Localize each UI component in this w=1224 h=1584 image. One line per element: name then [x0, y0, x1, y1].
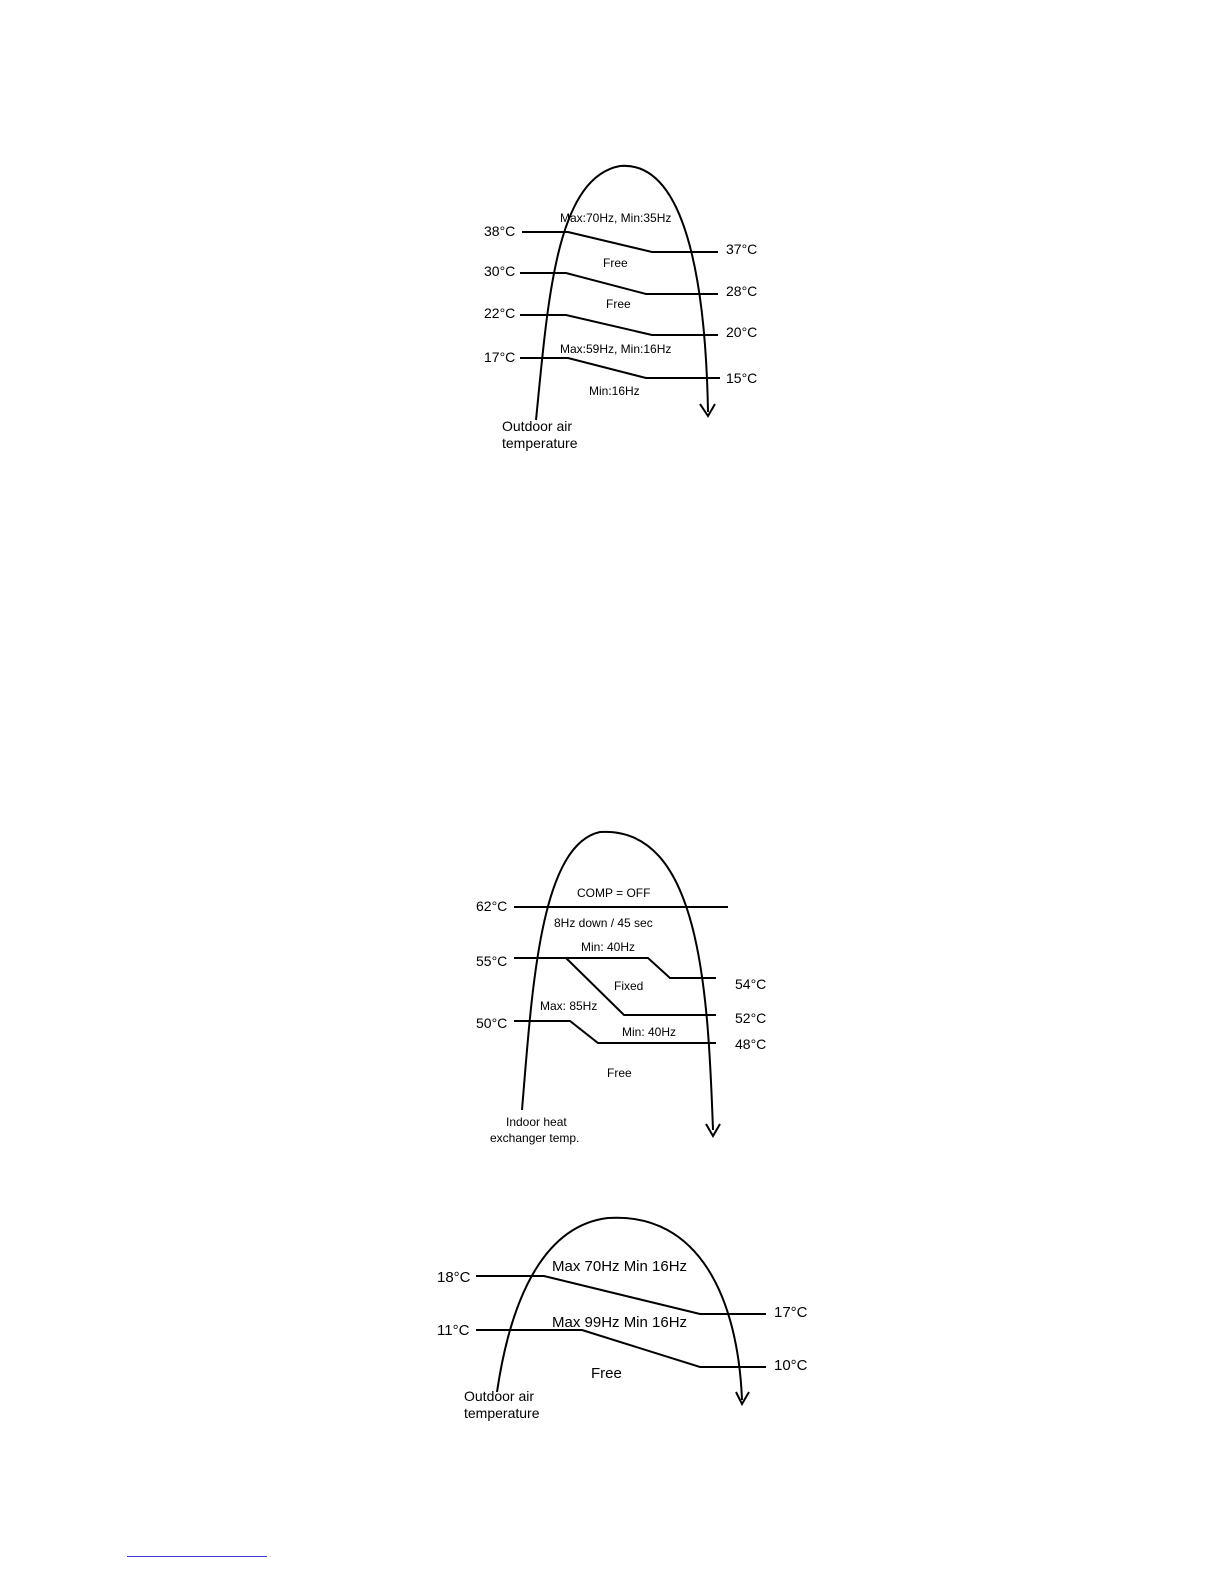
diagram-2-zone-label: Max: 85Hz	[540, 999, 598, 1013]
diagram-1-left-temp: 17°C	[484, 349, 516, 365]
diagram-2-left-temp: 55°C	[476, 953, 508, 969]
diagram-2-right-temp: 54°C	[735, 976, 767, 992]
diagram-2-left-temp: 62°C	[476, 898, 508, 914]
diagram-1	[520, 166, 720, 420]
diagram-1-zone-label: Min:16Hz	[589, 384, 640, 398]
diagram-3-right-temp: 10°C	[774, 1357, 808, 1374]
diagram-1-axis-label: temperature	[502, 435, 578, 451]
diagram-1-arc	[536, 166, 708, 420]
diagram-1-labels	[484, 211, 757, 451]
diagram-3-line-11-10	[476, 1330, 766, 1367]
diagram-1-line-22-20	[520, 315, 718, 335]
diagram-2-right-temp: 48°C	[735, 1036, 767, 1052]
diagram-2-zone-label: 8Hz down / 45 sec	[554, 916, 653, 930]
diagram-2-labels	[476, 886, 766, 1145]
diagram-2-line-50-48	[514, 1021, 716, 1043]
footer-rule	[127, 1556, 267, 1557]
diagram-2-zone-label: Min: 40Hz	[581, 940, 636, 954]
diagram-3-labels	[437, 1258, 808, 1421]
diagram-1-left-temp: 38°C	[484, 223, 516, 239]
diagram-1-left-temp: 30°C	[484, 263, 516, 279]
diagram-1-right-temp: 37°C	[726, 241, 758, 257]
diagram-3-zone-label: Free	[591, 1365, 622, 1382]
diagram-1-line-17-15	[520, 358, 720, 378]
diagram-1-right-temp: 15°C	[726, 370, 758, 386]
diagram-1-right-temp: 20°C	[726, 324, 758, 340]
diagram-3-axis-label: Outdoor air	[464, 1388, 535, 1404]
diagram-1-right-temp: 28°C	[726, 283, 758, 299]
diagram-3-left-temp: 11°C	[437, 1322, 470, 1339]
diagram-1-left-temp: 22°C	[484, 305, 516, 321]
diagram-3-right-temp: 17°C	[774, 1304, 808, 1321]
diagram-2-left-temp: 50°C	[476, 1015, 508, 1031]
diagram-1-axis-label: Outdoor air	[502, 418, 573, 434]
diagram-1-zone-label: Max:70Hz, Min:35Hz	[560, 211, 672, 225]
diagram-2-line-55-54	[514, 958, 716, 978]
diagram-2-axis-label: exchanger temp.	[490, 1131, 580, 1145]
diagram-3-axis-label: temperature	[464, 1405, 540, 1421]
diagram-2-zone-label: Min: 40Hz	[622, 1025, 677, 1039]
diagram-1-line-30-28	[520, 273, 718, 294]
diagram-1-zone-label: Max:59Hz, Min:16Hz	[560, 342, 672, 356]
diagram-3-left-temp: 18°C	[437, 1269, 471, 1286]
diagram-2-axis-label: Indoor heat	[506, 1115, 567, 1129]
diagram-1-zone-label: Free	[606, 297, 631, 311]
diagram-3-zone-label: Max 70Hz Min 16Hz	[552, 1258, 688, 1275]
diagram-2-right-temp: 52°C	[735, 1010, 767, 1026]
diagram-2-zone-label: COMP = OFF	[577, 886, 651, 900]
diagram-2-zone-label: Fixed	[614, 979, 644, 993]
diagram-2-zone-label: Free	[607, 1066, 632, 1080]
diagram-3-zone-label: Max 99Hz Min 16Hz	[552, 1314, 688, 1331]
diagram-1-zone-label: Free	[603, 256, 628, 270]
